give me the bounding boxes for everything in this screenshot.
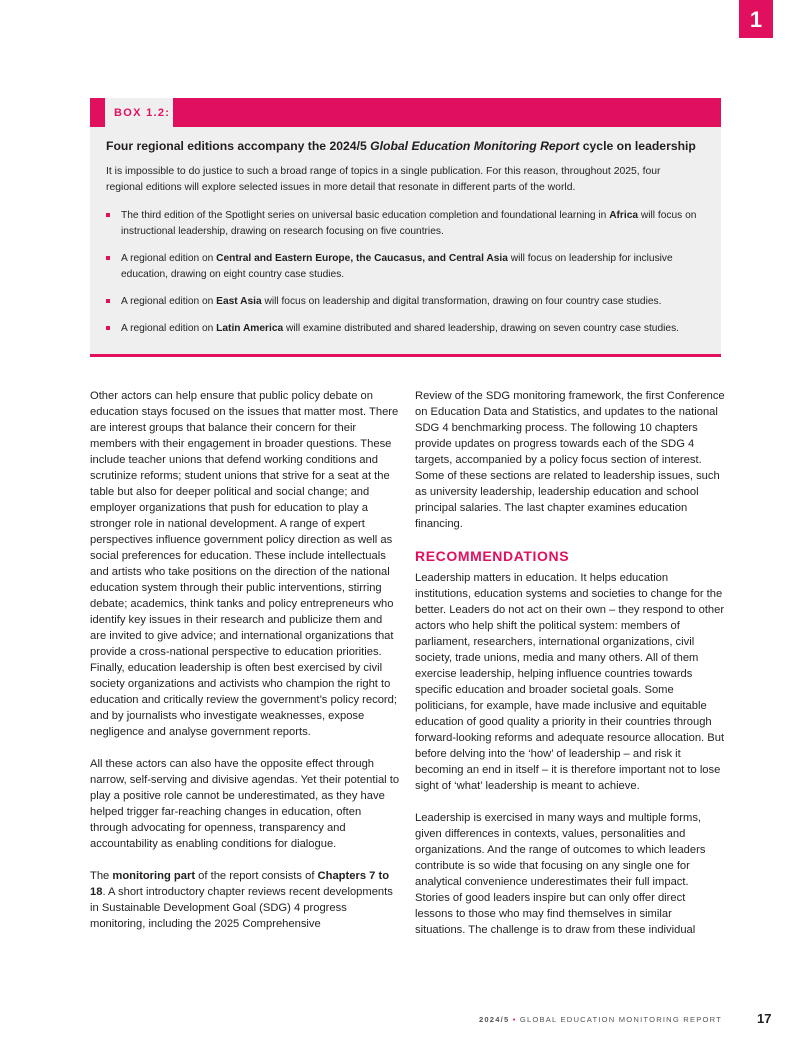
list-item — [106, 321, 701, 337]
paragraph: Leadership matters in education. It helps education institutions, education systems and societies to change for the better. Leaders do not act on their own – they respond to other actors who help shift the political system: members of parliament, researchers, international organizations, civil society, trade unions, media and many others. All of them exercise leadership, helping influence countries towards specific education and broader societal goals. Some politicians, for example, have made inclusive and equitable education of good quality a priority in their countries through forward-looking reforms and adequate resource allocation. But before delving into the ‘how’ of leadership – and risk it becoming an end in itself – it is therefore important not to lose sight of ‘what’ leadership is meant to achieve. — [415, 572, 725, 792]
box-list — [106, 208, 701, 348]
item-region: Africa — [609, 210, 639, 221]
paragraph-bold: Chapters 7 to 18 — [90, 870, 390, 898]
paragraph — [90, 868, 400, 932]
page-footer — [0, 1015, 722, 1024]
page-number: 17 — [757, 1011, 772, 1026]
item-region: Central and Eastern Europe, the Caucasus, and Central Asia — [216, 253, 508, 264]
paragraph-text: . A short introductory chapter reviews recent developments in Sustainable Development Goal (SDG) 4 progress monitoring, including the 2025 Comprehensive — [90, 886, 393, 930]
item-text: A regional edition on — [121, 296, 217, 307]
list-item — [106, 208, 701, 240]
paragraph: Review of the SDG monitoring framework, the first Conference on Education Data and Statistics, and updates to the national SDG 4 benchmarking process. The following 10 chapters provide updates on progress towards each of the SDG 4 targets, accompanied by a policy focus section of interest. Some of these sections are related to leadership issues, such as university leadership, leadership education and school principal salaries. The last chapter examines education financing. — [415, 390, 725, 530]
list-item — [106, 294, 701, 310]
item-region: Latin America — [216, 323, 284, 334]
paragraph: Other actors can help ensure that public policy debate on education stays focused on the issues that matter most. There are interest groups that balance their concern for their members with their engagement in broader questions. These include teacher unions that defend working conditions and scrutinize reforms; student unions that strive for a seat at the table but also for deeper political and social change; and employer organizations that push for education to play a stronger role in national development. A range of expert perspectives influence government policy direction as well as social preferences for education. These include intellectuals and artists who take positions on the direction of the national education system through their public interventions, stirring debate; academics, think tanks and policy entrepreneurs who identify key issues in their research and publicize them and are invited to give advice; and international organizations that provide a cross-national perspective to education priorities. Finally, education leadership is often best exercised by civil society organizations and activists who champion the right to education and critically review the government’s policy record; and by journalists who investigate weaknesses, expose negligence and analyse government reports. — [90, 390, 399, 738]
item-text-end: will examine distributed and shared leadership, drawing on seven country case studies. — [283, 323, 679, 334]
paragraph: Leadership is exercised in many ways and multiple forms, given differences in contexts, values, personalities and organizations. And the range of outcomes to which leaders contribute is so wide that focusing on any single one for analytical convenience underestimates their full impact. Stories of good leaders inspire but can only offer direct lessons to those who may find themselves in similar situations. The challenge is to draw from these individual — [415, 812, 706, 936]
paragraph-text: The — [90, 870, 113, 882]
paragraph-text: of the report consists of — [195, 870, 318, 882]
list-item — [106, 251, 701, 283]
item-region: East Asia — [216, 296, 262, 307]
box-label: BOX 1.2: — [105, 98, 173, 127]
info-box — [90, 98, 721, 357]
chapter-tab: 1 — [739, 0, 773, 38]
box-title-end: cycle on leadership — [579, 139, 696, 153]
box-title-italic: Global Education Monitoring Report — [370, 139, 580, 153]
bullet-icon — [106, 326, 110, 330]
left-column — [90, 388, 400, 948]
bullet-icon — [106, 213, 110, 217]
bullet-icon — [106, 256, 110, 260]
right-column — [415, 388, 725, 954]
box-intro: It is impossible to do justice to such a broad range of topics in a single publication. For this reason, throughout 2025, four regional editions will explore selected issues in more detail that resonate in different parts of the world. — [106, 166, 661, 193]
footer-separator: • — [512, 1015, 517, 1024]
paragraph: All these actors can also have the opposite effect through narrow, self-serving and divisive agendas. Yet their potential to play a positive role cannot be underestimated, as they have helped trigger far-reaching changes in education, often through advocating for openness, transparency and accountability as enabling conditions for dialogue. — [90, 758, 400, 850]
footer-report-title: GLOBAL EDUCATION MONITORING REPORT — [519, 1015, 722, 1024]
item-text: A regional edition on — [121, 253, 217, 264]
item-text-end: will focus on instructional leadership, drawing on research focusing on five countries. — [121, 210, 697, 237]
item-text: A regional edition on — [121, 323, 217, 334]
section-heading: RECOMMENDATIONS — [415, 548, 570, 564]
item-text: The third edition of the Spotlight series on universal basic education completion and foundational learning in — [121, 210, 610, 221]
item-text-end: will focus on leadership and digital transformation, drawing on four country case studies. — [261, 296, 662, 307]
item-text-end: will focus on leadership for inclusive education, drawing on eight country case studies. — [121, 253, 673, 280]
box-title-text: Four regional editions accompany the 2024/5 — [106, 139, 371, 153]
bullet-icon — [106, 299, 110, 303]
box-title — [106, 139, 696, 153]
paragraph-bold: monitoring part — [112, 870, 196, 882]
box-header-bar — [90, 98, 721, 127]
footer-year: 2024/5 — [478, 1015, 510, 1024]
